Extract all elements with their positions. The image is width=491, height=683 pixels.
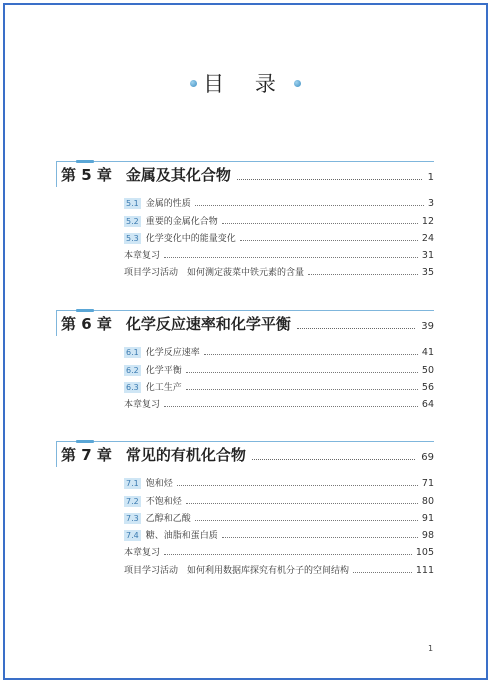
leader-dots <box>252 459 415 460</box>
entry-label: 不饱和烃 <box>145 496 182 507</box>
chapter-name: 化学反应速率和化学平衡 <box>125 315 291 333</box>
section-number: 6.3 <box>126 382 139 392</box>
entry-list <box>56 341 434 410</box>
page-number: 1 <box>428 644 434 653</box>
entry-label: 本章复习 <box>124 400 161 411</box>
chapter-rule-left <box>56 441 57 467</box>
leader-dots <box>195 205 424 206</box>
toc-entry[interactable] <box>124 507 434 524</box>
chapter-rule-left <box>56 161 57 187</box>
toc-entry[interactable] <box>124 358 434 375</box>
entry-label: 本章复习 <box>124 548 161 559</box>
section-number: 6.1 <box>126 348 139 358</box>
entry-page: 3 <box>427 198 434 210</box>
entry-label: 糖、油脂和蛋白质 <box>145 531 218 542</box>
entry-page: 111 <box>415 564 434 576</box>
leader-dots <box>308 274 418 275</box>
toc-entry[interactable] <box>124 341 434 358</box>
section-number: 5.3 <box>126 233 139 243</box>
entry-list <box>56 192 434 278</box>
chapter-7 <box>56 441 434 576</box>
entry-page: 31 <box>421 250 434 262</box>
toc-entry[interactable] <box>124 393 434 410</box>
toc-title-text: 目 录 <box>203 72 288 96</box>
entry-label: 项目学习活动 如何利用数据库探究有机分子的空间结构 <box>124 565 350 576</box>
section-number: 7.2 <box>126 496 139 506</box>
section-number: 7.3 <box>126 513 139 523</box>
leader-dots <box>240 240 418 241</box>
chapter-heading[interactable] <box>56 441 434 465</box>
leader-dots <box>164 406 418 407</box>
entry-page: 98 <box>421 530 434 542</box>
chapter-heading[interactable] <box>56 310 434 334</box>
chapter-name: 金属及其化合物 <box>125 166 231 184</box>
leader-dots <box>222 537 418 538</box>
chapter-page: 69 <box>421 452 434 463</box>
chapter-heading[interactable] <box>56 161 434 185</box>
chapter-page: 1 <box>427 172 434 183</box>
entry-page: 35 <box>421 267 434 279</box>
leader-dots <box>195 520 418 521</box>
leader-dots <box>177 485 418 486</box>
toc-entry[interactable] <box>124 558 434 575</box>
entry-page: 105 <box>415 547 434 559</box>
entry-label: 乙醇和乙酸 <box>145 513 191 524</box>
chapter-accent-bar <box>76 160 94 163</box>
entry-page: 71 <box>421 478 434 490</box>
toc-entry[interactable] <box>124 489 434 506</box>
chapter-number: 第 7 章 <box>61 446 112 464</box>
entry-label: 化学平衡 <box>145 365 182 376</box>
section-number: 7.4 <box>126 531 139 541</box>
leader-dots <box>186 372 418 373</box>
leader-dots <box>297 328 415 329</box>
entry-label: 本章复习 <box>124 251 161 262</box>
leader-dots <box>164 554 412 555</box>
leader-dots <box>237 179 422 180</box>
section-number: 5.2 <box>126 216 139 226</box>
chapter-name: 常见的有机化合物 <box>125 446 246 464</box>
entry-page: 12 <box>421 215 434 227</box>
section-number: 5.1 <box>126 199 139 209</box>
toc-entry[interactable] <box>124 472 434 489</box>
entry-label: 饱和烃 <box>145 479 173 490</box>
chapter-rule <box>56 310 434 311</box>
entry-list <box>56 472 434 576</box>
entry-page: 91 <box>421 512 434 524</box>
entry-label: 项目学习活动 如何测定菠菜中铁元素的含量 <box>124 268 305 279</box>
entry-page: 80 <box>421 495 434 507</box>
entry-page: 24 <box>421 232 434 244</box>
title-dot-left-icon <box>190 80 197 87</box>
leader-dots <box>186 389 418 390</box>
chapter-accent-bar <box>76 440 94 443</box>
leader-dots <box>164 257 418 258</box>
toc-entry[interactable] <box>124 261 434 278</box>
chapter-rule-left <box>56 310 57 336</box>
chapter-6 <box>56 310 434 410</box>
toc-entry[interactable] <box>124 192 434 209</box>
section-number: 6.2 <box>126 365 139 375</box>
leader-dots <box>204 354 418 355</box>
leader-dots <box>222 223 418 224</box>
chapter-rule <box>56 161 434 162</box>
toc-entry[interactable] <box>124 524 434 541</box>
entry-label: 金属的性质 <box>145 199 191 210</box>
entry-page: 41 <box>421 347 434 359</box>
entry-label: 化学变化中的能量变化 <box>145 233 236 244</box>
title-dot-right-icon <box>294 80 301 87</box>
chapter-number: 第 6 章 <box>61 315 112 333</box>
toc-entry[interactable] <box>124 227 434 244</box>
toc-title <box>0 68 491 98</box>
toc-entry[interactable] <box>124 376 434 393</box>
entry-page: 50 <box>421 364 434 376</box>
chapter-rule <box>56 441 434 442</box>
section-number: 7.1 <box>126 479 139 489</box>
chapter-5 <box>56 161 434 278</box>
entry-page: 64 <box>421 399 434 411</box>
toc-entry[interactable] <box>124 244 434 261</box>
entry-label: 化学反应速率 <box>145 348 200 359</box>
entry-label: 化工生产 <box>145 382 182 393</box>
leader-dots <box>186 503 418 504</box>
entry-label: 重要的金属化合物 <box>145 216 218 227</box>
toc-entry[interactable] <box>124 209 434 226</box>
toc-entry[interactable] <box>124 541 434 558</box>
entry-page: 56 <box>421 381 434 393</box>
leader-dots <box>353 572 412 573</box>
chapter-number: 第 5 章 <box>61 166 112 184</box>
chapter-page: 39 <box>421 321 434 332</box>
chapter-accent-bar <box>76 309 94 312</box>
